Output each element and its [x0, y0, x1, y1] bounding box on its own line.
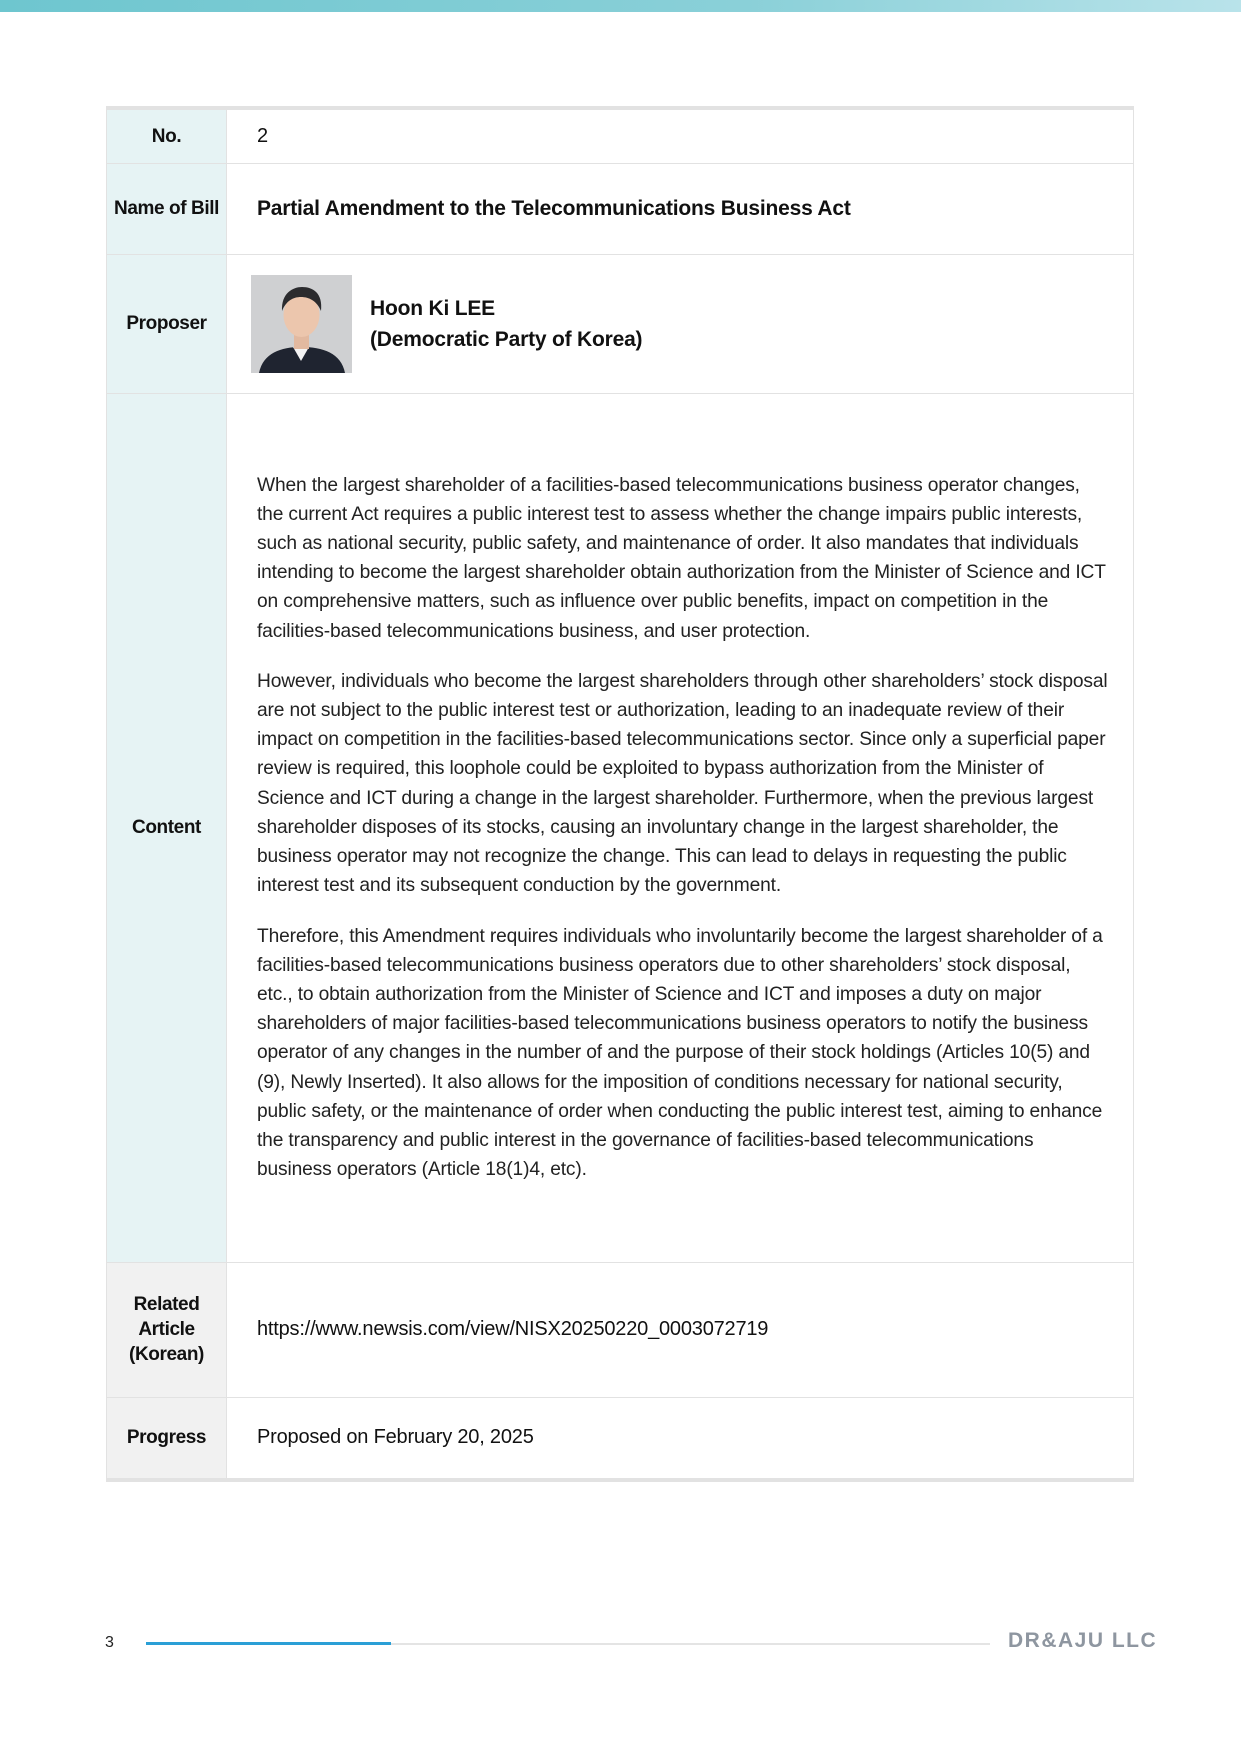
- progress-value: Proposed on February 20, 2025: [227, 1397, 1134, 1480]
- row-name-of-bill: [107, 163, 1134, 254]
- row-content: [107, 393, 1134, 1262]
- row-proposer: [107, 254, 1134, 393]
- label-proposer: Proposer: [107, 254, 227, 393]
- top-accent-bar: [0, 0, 1241, 12]
- proposer-name: Hoon Ki LEE: [370, 296, 495, 320]
- related-article-link[interactable]: https://www.newsis.com/view/NISX20250220_0003072719: [227, 1262, 1134, 1397]
- page-number: 3: [105, 1634, 114, 1651]
- content-paragraph: When the largest shareholder of a facilities-based telecommunications business operator changes, the current Act requires a public interest test to assess whether the change impairs public interests, such as national security, public safety, and maintenance of order. It also mandates that individuals intending to become the largest shareholder obtain authorization from the Minister of Science and ICT on comprehensive matters, such as influence over public benefits, impact on competition in the facilities-based telecommunications business, and user protection.: [257, 474, 1106, 642]
- label-content: Content: [107, 393, 227, 1262]
- label-progress: Progress: [107, 1397, 227, 1480]
- label-related-article: Related Article (Korean): [107, 1262, 227, 1397]
- bill-info-table: [106, 106, 1134, 1482]
- proposer-photo: [251, 275, 352, 373]
- content-body: [227, 393, 1134, 1262]
- proposer-party: (Democratic Party of Korea): [370, 327, 643, 351]
- row-related-article: [107, 1262, 1134, 1397]
- label-name-of-bill: Name of Bill: [107, 163, 227, 254]
- bill-name: Partial Amendment to the Telecommunications Business Act: [257, 196, 851, 220]
- company-logo: DR&AJU LLC: [1008, 1629, 1158, 1652]
- person-portrait-icon: [251, 275, 352, 373]
- row-progress: [107, 1397, 1134, 1480]
- bill-number: 2: [227, 108, 1134, 163]
- label-no: No.: [107, 108, 227, 163]
- content-paragraph: However, individuals who become the largest shareholders through other shareholders’ stock disposal are not subject to the public interest test or authorization, leading to an inadequate review of their impact on competition in the facilities-based telecommunications sector. Since only a superficial paper review is required, this loophole could be exploited to bypass authorization from the Minister of Science and ICT during a change in the largest shareholder. Furthermore, when the previous largest shareholder disposes of its stocks, causing an involuntary change in the largest shareholder, the business operator may not recognize the change. This can lead to delays in requesting the public interest test and its subsequent conduction by the government.: [257, 670, 1108, 897]
- proposer-block: [251, 275, 1109, 373]
- content-paragraph: Therefore, this Amendment requires individuals who involuntarily become the largest shareholder of a facilities-based telecommunications business operators due to other shareholders’ stock disposal, etc., to obtain authorization from the Minister of Science and ICT and imposes a duty on major shareholders of major facilities-based telecommunications business operators to notify the business operator of any changes in the number of and the purpose of their stock holdings (Articles 10(5) and (9), Newly Inserted). It also allows for the imposition of conditions necessary for national security, public safety, or the maintenance of order when conducting the public interest test, aiming to enhance the transparency and public interest in the governance of facilities-based telecommunications business operators (Article 18(1)4, etc).: [257, 925, 1103, 1181]
- footer-progress-fill: [146, 1642, 391, 1645]
- row-no: [107, 108, 1134, 163]
